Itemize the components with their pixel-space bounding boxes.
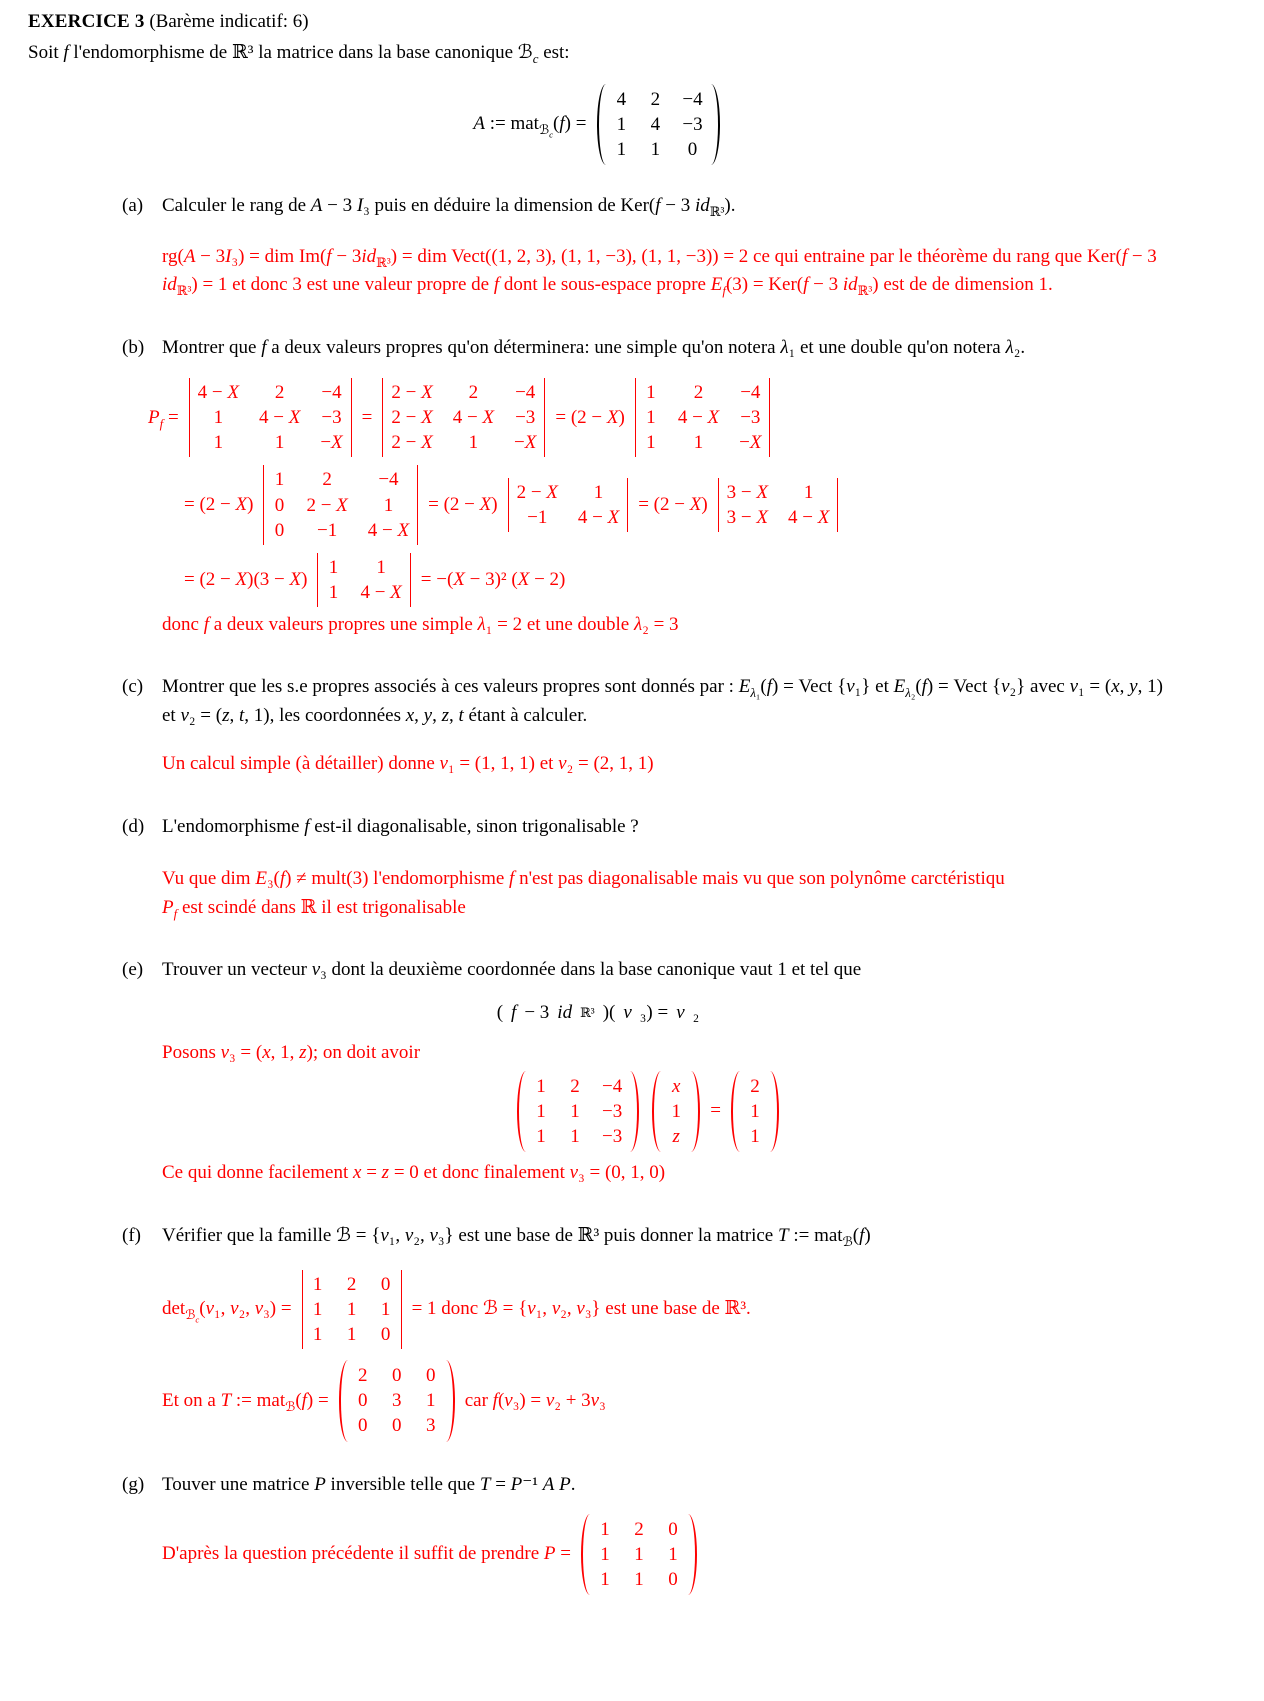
paren-left <box>731 1071 740 1152</box>
question-a-label: (a) <box>122 195 144 217</box>
matrix-cell: 0 <box>357 1415 368 1437</box>
matrix-cell: −4 <box>602 1075 623 1097</box>
matrix-cell: 0 <box>274 519 285 541</box>
det-bar-right <box>417 465 418 544</box>
matrix-cell: 1 <box>380 1299 391 1321</box>
question-f <box>122 1222 1168 1251</box>
matrix-cell: 1 <box>600 1544 610 1566</box>
matrix-cell: 1 <box>616 139 627 161</box>
factor-2-minus-x: = (2 − X) <box>638 493 708 515</box>
matrix-cell: 0 <box>380 1324 391 1346</box>
answer-b-conclusion: donc f a deux valeurs propres une simple λ₁ = 2 et une double λ₂ = 3 <box>162 613 679 635</box>
matrix-cell: −4 <box>321 382 342 404</box>
det-bar-right <box>410 553 411 607</box>
matrix-cell: 1 <box>803 482 814 503</box>
matrix-cell: 4 − X <box>259 407 301 429</box>
matrix-cell: 4 − X <box>367 519 410 541</box>
matrix-a <box>597 83 719 166</box>
paren-right <box>770 1071 779 1152</box>
matrix-equation-e <box>28 1070 1168 1153</box>
matrix-cell: −4 <box>515 382 536 404</box>
question-e-text: Trouver un vecteur v₃ dont la deuxième coordonnée dans la base canonique vaut 1 et tel que <box>162 959 862 981</box>
matrix-cell: 1 <box>634 1569 644 1591</box>
question-b <box>122 334 1168 363</box>
matrix-cell: 1 <box>213 407 224 429</box>
det-bar-right <box>351 378 352 457</box>
factor-product: = (2 − X)(3 − X) <box>184 568 308 590</box>
matrix-cell: 1 <box>425 1390 436 1412</box>
exercise-title-bold: EXERCICE 3 <box>28 11 145 32</box>
matrix-cell: 1 <box>328 556 339 578</box>
question-e-label: (e) <box>122 959 144 981</box>
matrix-cell: 1 <box>536 1100 546 1122</box>
matrix-cell: 2 <box>274 382 285 404</box>
matrix-cell: 1 <box>274 469 285 491</box>
pf-factored-result: = −(X − 3)² (X − 2) <box>420 568 566 590</box>
determinant-2 <box>382 376 545 459</box>
matrix-cells <box>719 476 838 534</box>
matrix-cell: 0 <box>391 1415 402 1437</box>
matrix-cells <box>383 376 544 459</box>
answer-d-line-2: $P_f$ est scindé dans ℝ il est trigonalisable <box>162 896 466 921</box>
matrix-cell: 1 <box>468 432 479 454</box>
matrix-cell: −3 <box>602 1126 623 1148</box>
matrix-cell: 1 <box>570 1126 580 1148</box>
paren-left <box>581 1514 590 1595</box>
matrix-cell: 0 <box>668 1569 678 1591</box>
question-f-label: (f) <box>122 1224 141 1246</box>
matrix-equation-e-row <box>514 1070 782 1153</box>
matrix-cell: 4 − X <box>360 581 402 603</box>
matrix-cells <box>509 476 628 534</box>
matrix-cells <box>740 1070 770 1153</box>
determinant-3 <box>635 376 771 459</box>
matrix-cell: 2 <box>634 1519 644 1541</box>
determinant-4 <box>263 463 418 546</box>
factor-2-minus-x: = (2 − X) <box>428 493 498 515</box>
answer-a: rg(A − 3I₃) = dim $Im(f - 3id_{ℝ^3})$ = dim Vect((1, 2, 3), (1, 1, −3), (1, 1, −3)) = 2 ce qui entraine par le théorème du rang que Ker(f − 3 $id_{ℝ^3}) = 1$ et donc 3 est une valeur propre de f dont le sous-espace propre $E_f(3) = Ker(f - 3$ $id_{ℝ^3}$) est de de dimension 1. <box>162 245 1157 299</box>
matrix-cell: 1 <box>668 1544 678 1566</box>
answer-d <box>162 865 1166 922</box>
matrix-cell: 4 − X <box>788 507 830 529</box>
matrix-cells <box>526 1070 630 1153</box>
matrix-cell: 2 <box>322 469 332 491</box>
matrix-cells <box>661 1070 691 1153</box>
matrix-cells <box>606 83 710 166</box>
intro-line: Soit f l'endomorphisme de ℝ³ la matrice dans la base canonique ℬ$_c$ est: <box>28 41 570 66</box>
matrix-cell: 2 <box>468 382 479 404</box>
matrix-cells <box>190 376 351 459</box>
matrix-cell: 3 − X <box>726 507 768 529</box>
equals-sign: = <box>361 406 373 428</box>
matrix-cell: −3 <box>740 407 761 429</box>
matrix-cell: 1 <box>693 432 704 454</box>
det-bar-right <box>837 478 838 532</box>
matrix-cell: 1 <box>328 581 339 603</box>
matrix-cell: 2 − X <box>516 482 558 503</box>
answer-e-result: Ce qui donne facilement x = z = 0 et donc finalement v₃ = (0, 1, 0) <box>162 1162 666 1184</box>
matrix-cell: −3 <box>321 407 342 429</box>
matrix-cell: 1 <box>616 114 627 136</box>
matrix-cell: 2 <box>570 1075 580 1097</box>
det-bar-right <box>401 1270 402 1349</box>
matrix-cell: −4 <box>682 89 703 110</box>
matrix-cells <box>303 1268 401 1351</box>
paren-left <box>517 1071 526 1152</box>
question-d-text: L'endomorphisme f est-il diagonalisable, sinon trigonalisable ? <box>162 815 639 837</box>
matrix-cell: 0 <box>687 139 698 161</box>
det-lead: $\det_{ℬ_c}(v_1$, v₂, v₃) = <box>162 1298 292 1325</box>
answer-d-line-1: Vu que dim E₃(f) ≠ mult(3) l'endomorphisme f n'est pas diagonalisable mais vu que son polynôme carctéristiqu <box>162 868 1005 890</box>
matrix-cell: 1 <box>593 482 604 503</box>
matrix-cell: 3 <box>391 1390 402 1412</box>
matrix-cell: 4 − X <box>452 407 495 429</box>
matrix-cell: −3 <box>602 1100 623 1122</box>
matrix-cells <box>318 551 409 609</box>
paren-right <box>711 84 720 165</box>
determinant-base <box>302 1268 402 1351</box>
question-a <box>122 192 1168 221</box>
matrix-cell: 3 <box>425 1415 436 1437</box>
question-c-label: (c) <box>122 676 144 698</box>
exercise-title-rest: (Barème indicatif: 6) <box>144 11 309 32</box>
paren-right <box>688 1514 697 1595</box>
det-bar-right <box>544 378 545 457</box>
matrix-cell: 1 <box>671 1100 681 1122</box>
matrix-cell: −X <box>514 432 537 454</box>
matrix-cell: 1 <box>274 432 285 454</box>
matrix-cells <box>348 1359 446 1442</box>
answer-e-posons: Posons v₃ = (x, 1, z); on doit avoir <box>162 1042 421 1064</box>
vector-211 <box>731 1070 779 1153</box>
paren-right <box>630 1071 639 1152</box>
matrix-cell: −1 <box>317 519 338 541</box>
question-c-text: Montrer que les s.e propres associés à ces valeurs propres sont donnés par : $E_{\lambda_1}(f)$ = Vect {v₁} et $E_{\lambda_2}(f)$ = Vect {v₂} avec v₁ = (x, y, 1) et v₂ = (z, t, 1), les coordonnées x, y, z, t étant à calculer. <box>162 676 1163 726</box>
answer-f-determinant-line <box>162 1268 1264 1351</box>
matrix-cell: 2 <box>357 1365 368 1387</box>
matrix-cell: 0 <box>391 1365 402 1387</box>
matrix-cell: 1 <box>376 556 386 578</box>
vector-x1z <box>652 1070 700 1153</box>
matrix-cell: z <box>672 1126 680 1148</box>
question-c <box>122 673 1168 730</box>
matrix-cell: −3 <box>515 407 536 429</box>
paren-right <box>691 1071 700 1152</box>
pf-chain-line-3 <box>184 551 1264 609</box>
question-g <box>122 1471 1168 1500</box>
matrix-cell: 2 − X <box>391 382 433 404</box>
matrix-cell: 1 <box>650 139 661 161</box>
question-a-text: Calculer le rang de A − 3 I₃ puis en déduire la dimension de Ker(f − 3 $id_{ℝ^3}$). <box>162 195 736 220</box>
matrix-cell: 1 <box>646 407 656 429</box>
determinant-7 <box>317 551 410 609</box>
matrix-cell: −4 <box>740 382 761 404</box>
matrix-cell: 2 − X <box>391 407 433 429</box>
pf-lead: $P_f$ = <box>148 406 179 431</box>
matrix-cell: 2 − X <box>391 432 433 454</box>
matrix-cell: 4 <box>616 89 627 110</box>
matrix-cell: 4 − X <box>577 507 620 529</box>
matrix-cell: x <box>672 1075 681 1097</box>
matrix-cell: 1 <box>570 1100 580 1122</box>
question-d <box>122 813 1168 842</box>
matrix-cell: 0 <box>425 1365 436 1387</box>
matrix-cell: 4 − X <box>677 407 720 429</box>
answer-g <box>162 1513 1264 1596</box>
matrix-f-minus-3id <box>517 1070 639 1153</box>
matrix-cell: 1 <box>750 1126 760 1148</box>
matrix-cells <box>264 463 417 546</box>
matrix-cell: 1 <box>600 1569 610 1591</box>
matrix-a-equation <box>28 83 1168 166</box>
matrix-cell: 1 <box>536 1075 546 1097</box>
matrix-cell: 1 <box>213 432 224 454</box>
matrix-cell: −3 <box>682 114 703 136</box>
t-lead: Et on a T := mat$_ℬ$(f) = <box>162 1389 329 1414</box>
t-tail: car f(v₃) = v₂ + 3v₃ <box>464 1389 606 1411</box>
matrix-cell: 1 <box>312 1299 323 1321</box>
paren-left <box>652 1071 661 1152</box>
matrix-cell: 2 − X <box>306 494 348 516</box>
paren-right <box>446 1360 455 1441</box>
answer-g-lead: D'après la question précédente il suffit de prendre P = <box>162 1543 571 1565</box>
pf-chain-line-1 <box>148 376 1264 459</box>
matrix-cell: 4 − X <box>197 382 239 404</box>
matrix-cell: 1 <box>646 382 656 404</box>
question-f-text: Vérifier que la famille ℬ = {v₁, v₂, v₃} est une base de ℝ³ puis donner la matrice T := mat$_ℬ$(f) <box>162 1224 871 1249</box>
matrix-cell: −1 <box>527 507 548 529</box>
matrix-cell: 0 <box>380 1274 391 1296</box>
matrix-cell: 0 <box>357 1390 368 1412</box>
answer-c: Un calcul simple (à détailler) donne v₁ = (1, 1, 1) et v₂ = (2, 1, 1) <box>162 753 654 775</box>
det-tail: = 1 donc ℬ = {v₁, v₂, v₃} est une base de ℝ³. <box>411 1298 751 1320</box>
matrix-cell: 1 <box>346 1299 357 1321</box>
equals-sign: = <box>710 1100 721 1122</box>
matrix-a-lead: A := mat$_{ℬ_c}$(f) = <box>473 113 587 140</box>
matrix-cell: −4 <box>378 469 399 491</box>
factor-2-minus-x: = (2 − X) <box>184 493 254 515</box>
matrix-cell: 2 <box>750 1075 760 1097</box>
matrix-cell: 1 <box>346 1324 357 1346</box>
paren-left <box>597 84 606 165</box>
matrix-cell: 1 <box>312 1274 323 1296</box>
paren-left <box>339 1360 348 1441</box>
question-e <box>122 956 1168 985</box>
matrix-p <box>581 1513 697 1596</box>
question-b-text: Montrer que f a deux valeurs propres qu'on déterminera: une simple qu'on notera λ₁ et une double qu'on notera λ₂. <box>162 336 1026 358</box>
question-g-text: Touver une matrice P inversible telle que T = P⁻¹ A P. <box>162 1473 576 1495</box>
matrix-cell: 1 <box>383 494 394 516</box>
matrix-cell: 1 <box>634 1544 644 1566</box>
question-d-label: (d) <box>122 815 145 837</box>
matrix-cells <box>636 376 770 459</box>
matrix-cell: 2 <box>693 382 704 404</box>
matrix-cell: −X <box>739 432 762 454</box>
matrix-cell: 3 − X <box>726 482 768 503</box>
matrix-cell: 0 <box>274 494 285 516</box>
question-g-label: (g) <box>122 1473 145 1495</box>
matrix-cell: −X <box>320 432 343 454</box>
matrix-cells <box>590 1513 688 1596</box>
matrix-cell: 1 <box>536 1126 546 1148</box>
det-bar-right <box>627 478 628 532</box>
display-equation-e: ( f − 3 id ℝ³ )( v ₃) = v ₂ <box>496 1001 700 1023</box>
exercise-title <box>28 8 1264 37</box>
question-b-label: (b) <box>122 336 145 358</box>
matrix-cell: 4 <box>650 114 661 136</box>
determinant-5 <box>508 476 629 534</box>
factor-2-minus-x: = (2 − X) <box>555 406 625 428</box>
determinant-1 <box>189 376 352 459</box>
matrix-cell: 2 <box>650 89 661 110</box>
matrix-cell: 0 <box>668 1519 678 1541</box>
matrix-t <box>339 1359 455 1442</box>
matrix-cell: 1 <box>750 1100 760 1122</box>
matrix-cell: 1 <box>312 1324 323 1346</box>
matrix-cell: 1 <box>600 1519 610 1541</box>
pf-chain-line-2 <box>184 463 1264 546</box>
matrix-cell: 2 <box>346 1274 357 1296</box>
det-bar-right <box>769 378 770 457</box>
determinant-6 <box>718 476 839 534</box>
matrix-cell: 1 <box>646 432 656 454</box>
answer-f-t-matrix-line <box>162 1359 1264 1442</box>
